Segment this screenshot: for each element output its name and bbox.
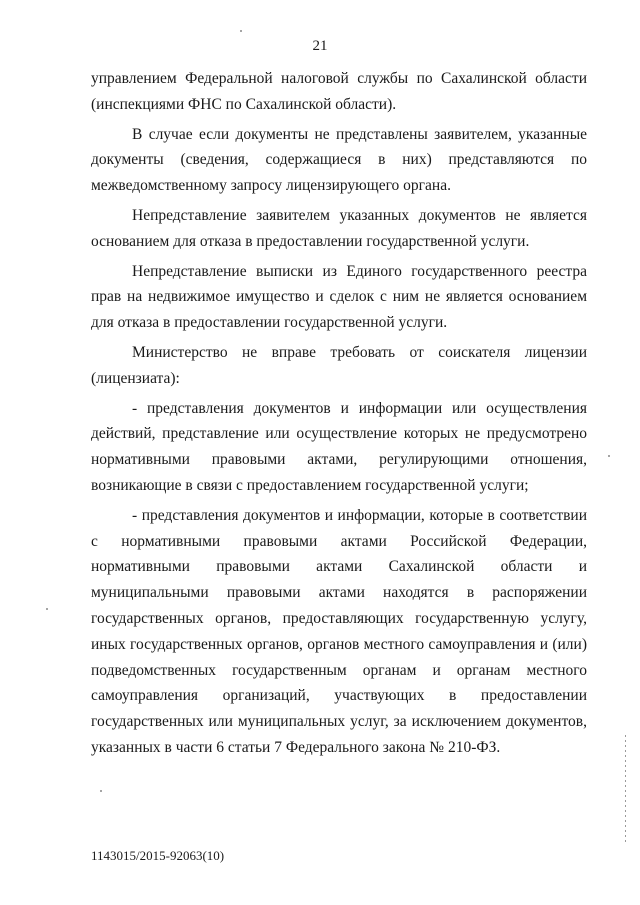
document-body: [91, 66, 587, 761]
paragraph-nonsubmission-extract: Непредставление выписки из Единого государственного реестра прав на недвижимое имущество и сделок с ним не является основанием для отказа в предоставлении государственной услуги.: [91, 262, 587, 332]
paragraph-fns-inspections: управлением Федеральной налоговой службы по Сахалинской области (инспекциями ФНС по Сахалинской области).: [91, 70, 587, 113]
scan-speck: [46, 608, 48, 610]
list-item-actions: - представления документов и информации или осуществления действий, представление или осуществление которых не предусмотрено нормативными правовыми актами, регулирующими отношения, возникающие в связи с предоставлением государственной услуги;: [91, 399, 587, 494]
scan-speck: [240, 30, 242, 32]
scan-speck: [100, 790, 102, 792]
document-registration-code: 1143015/2015-92063(10): [91, 848, 225, 863]
paragraph-nonsubmission-documents: Непредставление заявителем указанных документов не является основанием для отказа в предоставлении государственной услуги.: [91, 206, 587, 250]
list-item-documents: - представления документов и информации, которые в соответствии с нормативными правовыми актами Российской Федерации, нормативными правовыми актами Сахалинской области и муниципальными правовыми актами находятся в распоряжении государственных органов, предоставляющих государственную услугу, иных государственных органов, органов местного самоуправления и (или) подведомственных государственным органам и органам местного самоуправления организаций, участвующих в предоставлении государственных или муниципальных услуг, за исключением документов, указанных в части 6 статьи 7 Федерального закона № 210-ФЗ.: [91, 506, 587, 756]
scan-speck: [608, 455, 610, 457]
paragraph-interagency-request: В случае если документы не представлены заявителем, указанные документы (сведения, содержащиеся в них) представляются по межведомственному запросу лицензирующего органа.: [91, 125, 587, 195]
scan-edge-mark: [625, 735, 626, 845]
paragraph-ministry-restrictions: Министерство не вправе требовать от соискателя лицензии (лицензиата):: [91, 343, 587, 387]
page-number: 21: [312, 38, 328, 54]
